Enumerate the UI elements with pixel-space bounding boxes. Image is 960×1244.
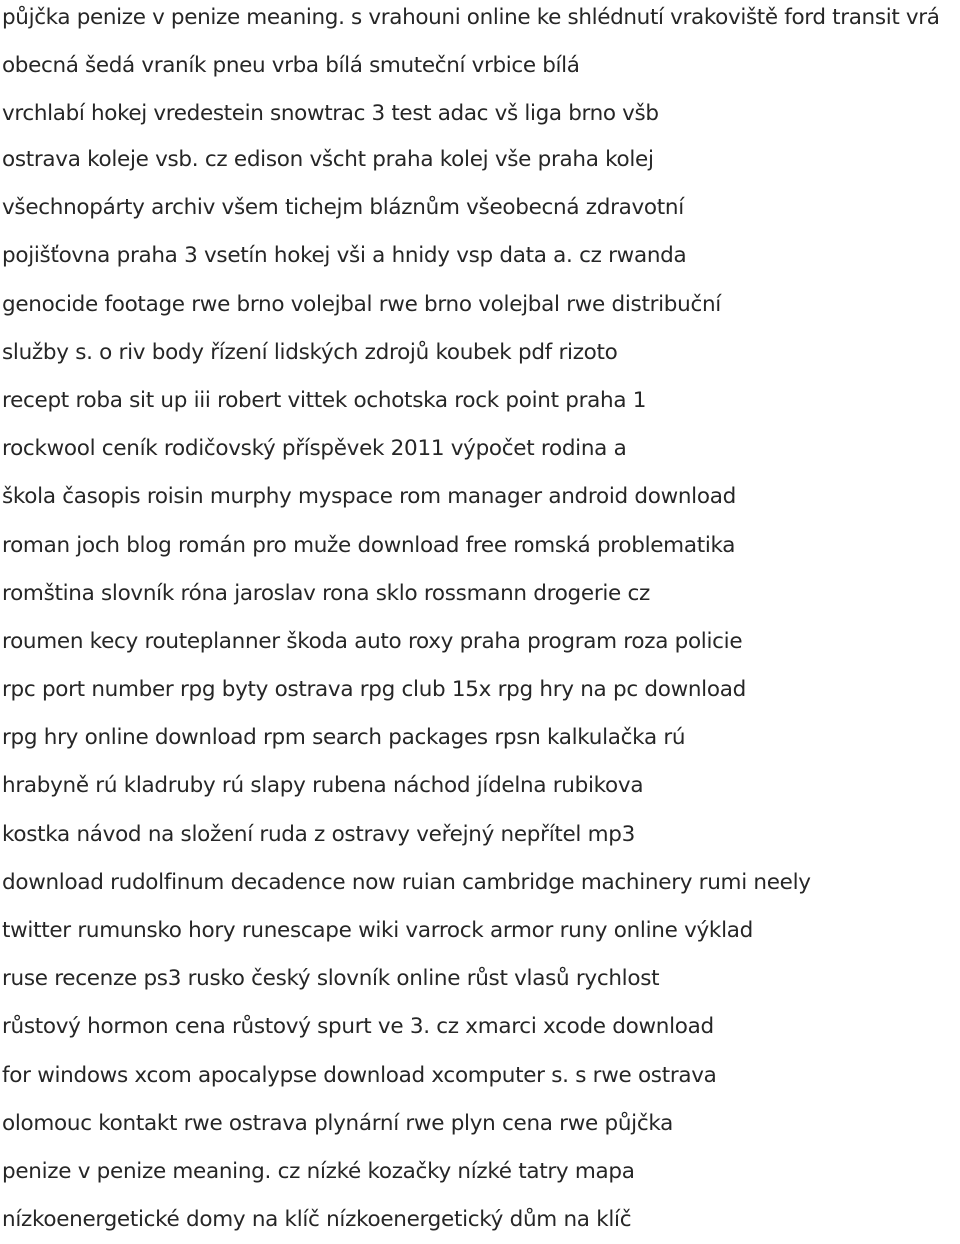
text-line: recept roba sit up iii robert vittek ochotska rock point praha 1	[2, 387, 647, 413]
text-line: kostka návod na složení ruda z ostravy veřejný nepřítel mp3	[2, 821, 636, 847]
text-line: romština slovník róna jaroslav rona sklo rossmann drogerie cz	[2, 580, 651, 606]
text-line: hrabyně rú kladruby rú slapy rubena náchod jídelna rubikova	[2, 773, 644, 799]
text-line: růstový hormon cena růstový spurt ve 3. cz xmarci xcode download	[2, 1014, 714, 1040]
text-line: penize v penize meaning. cz nízké kozačky nízké tatry mapa	[2, 1158, 635, 1184]
text-line: ostrava koleje vsb. cz edison všcht praha kolej vše praha kolej	[2, 147, 654, 172]
text-line: pojišťovna praha 3 vsetín hokej vši a hnidy vsp data a. cz rwanda	[2, 243, 687, 269]
text-line: služby s. o riv body řízení lidských zdrojů koubek pdf rizoto	[2, 339, 618, 365]
text-line: rpg hry online download rpm search packages rpsn kalkulačka rú	[2, 725, 686, 751]
text-line: ruse recenze ps3 rusko český slovník online růst vlasů rychlost	[2, 966, 660, 992]
text-line: rpc port number rpg byty ostrava rpg club 15x rpg hry na pc download	[2, 677, 746, 703]
text-line: obecná šedá vraník pneu vrba bílá smuteční vrbice bílá	[2, 53, 580, 78]
text-line: roumen kecy routeplanner škoda auto roxy praha program roza policie	[2, 628, 743, 654]
text-line: twitter rumunsko hory runescape wiki varrock armor runy online výklad	[2, 918, 753, 943]
text-block-main	[2, 136, 958, 1244]
text-line: roman joch blog román pro muže download free romská problematika	[2, 532, 736, 558]
text-line: olomouc kontakt rwe ostrava plynární rwe plyn cena rwe půjčka	[2, 1110, 673, 1136]
text-line: download rudolfinum decadence now ruian cambridge machinery rumi neely	[2, 869, 811, 895]
text-line: for windows xcom apocalypse download xcomputer s. s rwe ostrava	[2, 1062, 717, 1088]
text-line: vrchlabí hokej vredestein snowtrac 3 test adac vš liga brno všb	[2, 101, 659, 126]
text-line: půjčka penize v penize meaning. s vrahouni online ke shlédnutí vrakoviště ford transit vrá	[2, 5, 940, 30]
text-line: rockwool ceník rodičovský příspěvek 2011 výpočet rodina a	[2, 436, 627, 462]
text-block-top	[2, 0, 958, 138]
text-line: všechnopárty archiv všem tichejm bláznům všeobecná zdravotní	[2, 195, 684, 221]
text-line: nízkoenergetické domy na klíč nízkoenergetický dům na klíč	[2, 1207, 632, 1233]
text-line: škola časopis roisin murphy myspace rom manager android download	[2, 484, 736, 510]
text-line: genocide footage rwe brno volejbal rwe brno volejbal rwe distribuční	[2, 291, 721, 317]
